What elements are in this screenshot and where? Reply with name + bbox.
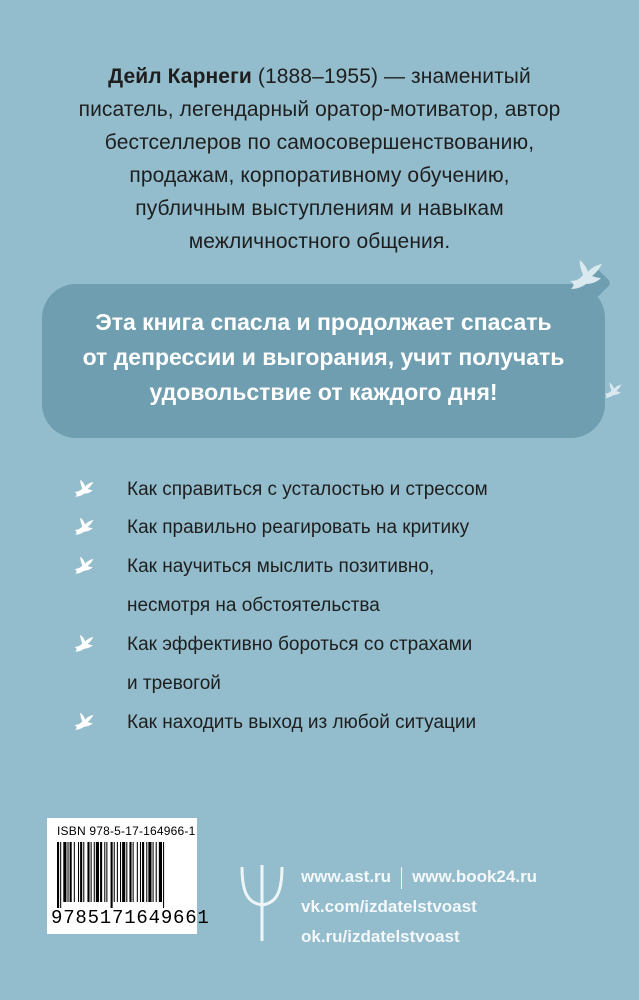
link-separator: [401, 867, 402, 889]
bio-line-4: продажам, корпоративному обучению,: [129, 164, 510, 187]
barcode-bar: [57, 842, 59, 908]
barcode-bar: [114, 842, 115, 902]
bubble-line-1: Эта книга спасла и продолжает спасать: [95, 309, 552, 335]
barcode-bar: [159, 842, 162, 902]
bio-line-6: межличностного общения.: [188, 230, 451, 253]
bio-line-3: бестселлеров по самосовершенствованию,: [104, 131, 535, 154]
barcode-bar: [106, 842, 107, 902]
barcode-bars: [55, 842, 189, 908]
link-vk[interactable]: vk.com/izdatelstvoast: [301, 897, 477, 916]
benefit-line: Как научиться мыслить позитивно,: [127, 556, 435, 577]
barcode-bar: [94, 842, 95, 902]
link-ast[interactable]: www.ast.ru: [301, 867, 392, 886]
bird-icon: [72, 634, 96, 659]
barcode-bar: [137, 842, 138, 902]
barcode-bar: [117, 842, 118, 902]
benefit-text: [127, 625, 607, 703]
publisher-links: [301, 862, 537, 952]
bubble-text: [42, 305, 605, 410]
bio-line-2: писатель, легендарный оратор-мотиватор, автор: [78, 98, 561, 121]
bird-icon: [72, 517, 96, 542]
bird-icon: [72, 479, 96, 504]
benefit-line: Как правильно реагировать на критику: [127, 517, 470, 538]
benefit-line: и тревогой: [127, 673, 221, 694]
barcode-bar: [148, 842, 151, 902]
barcode-bar: [68, 842, 69, 902]
benefit-text: [127, 470, 607, 509]
author-name: Дейл Карнеги: [108, 65, 252, 88]
barcode-bar: [156, 842, 157, 902]
barcode-bar: [126, 842, 127, 902]
benefit-text: [127, 547, 607, 625]
author-bio: [40, 60, 599, 258]
barcode-bar: [122, 842, 125, 902]
isbn-label: ISBN 978-5-17-164966-1: [57, 824, 196, 838]
barcode-bar: [70, 842, 72, 902]
barcode-bar: [78, 842, 79, 902]
barcode-bar: [104, 842, 105, 902]
barcode-bar: [140, 842, 141, 902]
bird-icon: [566, 259, 606, 293]
barcode-bar: [60, 842, 61, 908]
links-row: [301, 862, 537, 892]
barcode-bar: [96, 842, 99, 902]
barcode-bar: [163, 842, 164, 908]
benefit-line: Как справиться с усталостью и стрессом: [127, 479, 488, 500]
barcode-bar: [63, 842, 66, 902]
barcode: [47, 818, 210, 934]
barcode-bar: [111, 842, 113, 908]
bird-icon: [72, 556, 96, 581]
barcode-bar: [146, 842, 147, 902]
barcode-bar: [87, 842, 89, 902]
bio-line-1: [40, 60, 599, 93]
bubble-line-2: от депрессии и выгорания, учит получать: [82, 344, 565, 370]
bio-line-5: публичным выступлениям и навыкам: [135, 197, 504, 220]
barcode-bar: [80, 842, 82, 902]
isbn-digits: 9785171649661: [51, 907, 210, 929]
bird-icon: [72, 712, 96, 737]
barcode-bar: [83, 842, 84, 902]
link-ok[interactable]: ok.ru/izdatelstvoast: [301, 927, 460, 946]
barcode-bar: [142, 842, 144, 902]
bird-icon: [602, 382, 624, 400]
barcode-bar: [153, 842, 154, 902]
link-book24[interactable]: www.book24.ru: [412, 867, 538, 886]
barcode-bar: [120, 842, 121, 902]
benefit-line: несмотря на обстоятельства: [127, 595, 380, 616]
benefit-text: [127, 508, 607, 547]
barcode-bar: [129, 842, 131, 902]
psi-logo-icon: [238, 863, 286, 948]
barcode-bar: [91, 842, 92, 902]
benefit-text: [127, 703, 607, 742]
barcode-bar: [133, 842, 134, 902]
bubble-line-3: удовольствие от каждого дня!: [149, 379, 498, 405]
benefit-line: Как эффективно бороться со страхами: [127, 634, 473, 655]
benefit-line: Как находить выход из любой ситуации: [127, 712, 477, 733]
barcode-bar: [100, 842, 102, 902]
barcode-bar: [74, 842, 75, 902]
author-dates: (1888–1955) — знаменитый: [251, 65, 531, 88]
